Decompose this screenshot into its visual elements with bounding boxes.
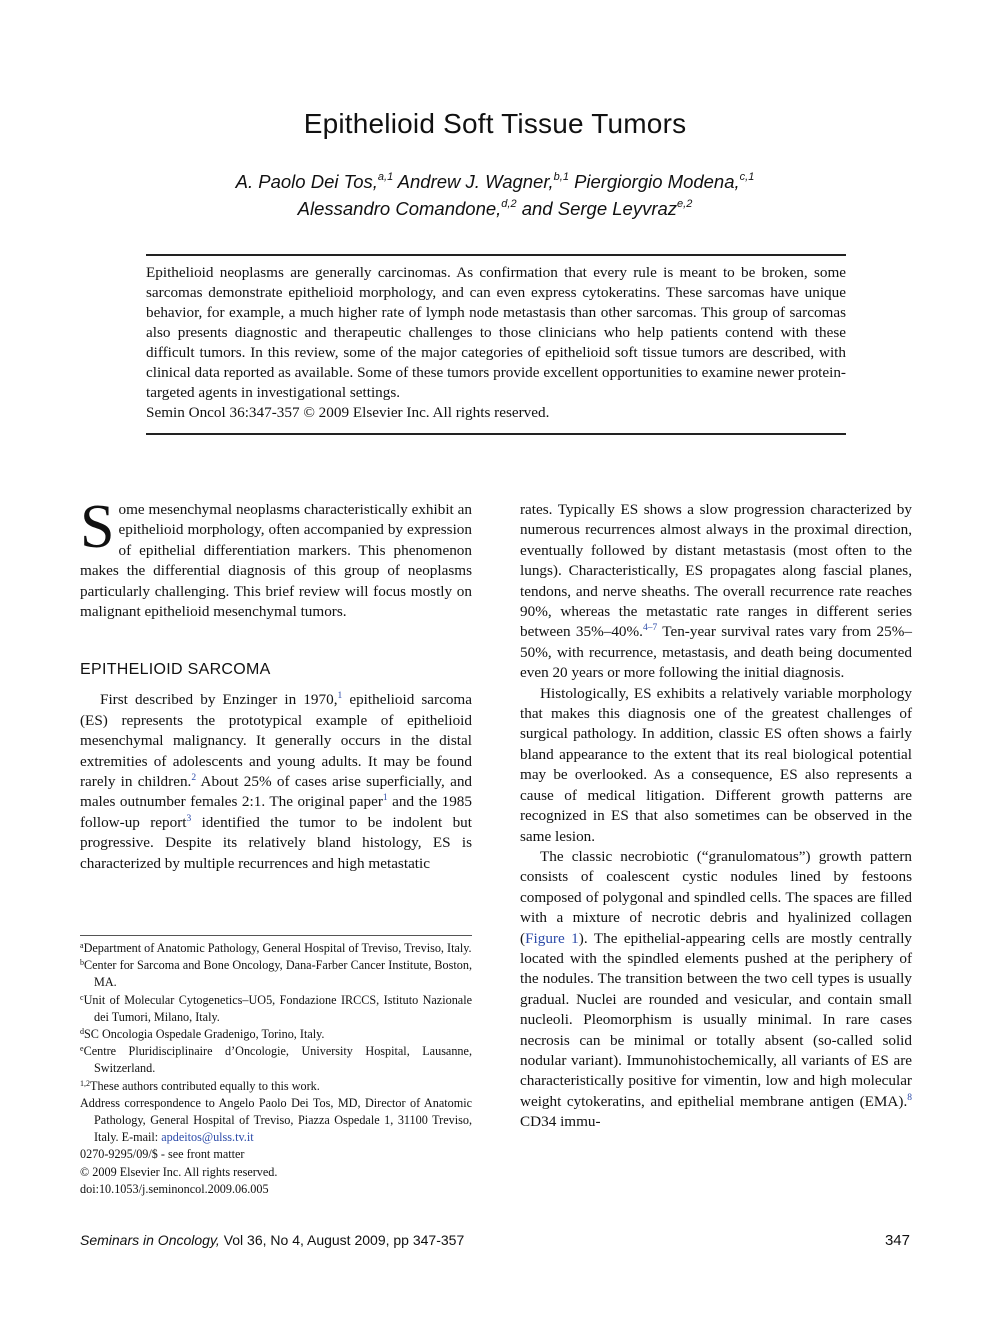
footnote-affiliation bbox=[80, 957, 472, 991]
footnote-text: Center for Sarcoma and Bone Oncology, Dana-Farber Cancer Institute, Boston, MA. bbox=[84, 958, 472, 990]
footnotes bbox=[80, 935, 472, 1198]
footnote-affiliation bbox=[80, 1043, 472, 1077]
footnote-affiliation bbox=[80, 1026, 472, 1043]
body-paragraph bbox=[520, 500, 912, 684]
footnote-mark: d bbox=[80, 1027, 84, 1037]
author-name: A. Paolo Dei Tos, bbox=[235, 171, 378, 192]
abstract bbox=[146, 254, 846, 435]
author-name: Andrew J. Wagner, bbox=[397, 171, 554, 192]
abstract-text: Epithelioid neoplasms are generally carcinomas. As confirmation that every rule is meant to be broken, some sarcomas demonstrate epithelioid morphology, and can even express cytokeratins. These sarcomas have unique behavior, for example, a much higher rate of lymph node metastasis than other sarcomas. This group of sarcomas also presents diagnostic and therapeutic challenges to those clinicians who help patients contend with these difficult tumors. In this review, some of the major categories of epithelioid soft tissue tumors are described, with clinical data reported as available. Some of these tumors provide excellent opportunities to examine newer protein-targeted agents in investigational settings. bbox=[146, 264, 846, 401]
left-column bbox=[80, 493, 473, 874]
page-number: 347 bbox=[884, 1232, 910, 1249]
text-run: Ten-year survival rates vary from 25%–50%, with recurrence, metastasis, and death being documented even 20 years or more following the initial diagnosis. bbox=[520, 623, 912, 682]
footnote-mark: 1,2 bbox=[80, 1078, 90, 1088]
author-line-2 bbox=[0, 195, 990, 222]
intro-text: ome mesenchymal neoplasms characteristically exhibit an epithelioid morphology, often accompanied by expression of epithelial differentiation markers. This phenomenon makes the differential diagnosis of this group of neoplasms particularly challenging. This brief review will focus mostly on malignant epithelioid mesenchymal tumors. bbox=[80, 501, 472, 621]
author-name: Piergiorgio Modena, bbox=[574, 171, 740, 192]
footnote-mark: e bbox=[80, 1044, 84, 1054]
footnote-correspondence bbox=[80, 1095, 472, 1147]
footnote-text: SC Oncologia Ospedale Gradenigo, Torino, Italy. bbox=[84, 1027, 325, 1042]
article-title: Epithelioid Soft Tissue Tumors bbox=[303, 108, 687, 139]
reference-link[interactable]: 8 bbox=[907, 1092, 912, 1103]
footnote-doi[interactable]: doi:10.1053/j.seminoncol.2009.06.005 bbox=[80, 1181, 269, 1196]
email-link[interactable]: apdeitos@ulss.tv.it bbox=[161, 1130, 254, 1145]
footnote-text: Unit of Molecular Cytogenetics–UO5, Fondazione IRCCS, Istituto Nazionale dei Tumori, Milano, Italy. bbox=[83, 992, 472, 1024]
body-paragraph: Histologically, ES exhibits a relatively variable morphology that makes this diagnosis one of the greatest challenges of surgical pathology. In addition, classic ES often shows a fairly bland appearance to the extent that its real biological potential may be overlooked. As a consequence, ES also represents a cause of medical litigation. Different growth patterns are recognized in ES that also sometimes can be observed in the same lesion. bbox=[520, 684, 912, 845]
text-run: identified the tumor to be indolent but progressive. Despite its relatively bland histology, ES is characterized by multiple recurrences and high metastatic bbox=[80, 813, 472, 872]
figure-link[interactable]: Figure 1 bbox=[525, 929, 579, 947]
text-run: rates. Typically ES shows a slow progression characterized by numerous recurrences almost always in the proximal direction, eventually followed by distant metastasis (most often to the lungs). Characteristically, ES propagates along fascial planes, tendons, and nerve sheaths. The overall recurrence rate reaches 90%, whereas the metastatic rate ranges in different series between 35%–40%. bbox=[520, 501, 912, 641]
affiliation-mark: a,1 bbox=[377, 171, 394, 183]
abstract-citation: Semin Oncol 36:347-357 © 2009 Elsevier Inc. All rights reserved. bbox=[146, 404, 550, 421]
author-name: Alessandro Comandone, bbox=[297, 198, 502, 219]
affiliation-mark: c,1 bbox=[739, 171, 755, 183]
text-run: The classic necrobiotic (“granulomatous”) growth pattern consists of coalescent cystic nodules lined by festoons composed of polygonal and spindled cells. The spaces are filled with a mixture of necrotic debris and hyalinized collagen ( bbox=[520, 847, 912, 947]
author-name: and Serge Leyvraz bbox=[521, 198, 678, 219]
journal-details: Vol 36, No 4, August 2009, pp 347-357 bbox=[219, 1232, 465, 1248]
body-paragraph bbox=[520, 847, 912, 1133]
author-line-1 bbox=[0, 168, 990, 195]
footnote-mark: b bbox=[80, 958, 84, 968]
text-run: First described by Enzinger in 1970, bbox=[100, 691, 338, 709]
text-run: About 25% of cases arise superficially, and males outnumber females 2:1. The original paper bbox=[80, 773, 473, 811]
footnote-text: Department of Anatomic Pathology, General Hospital of Treviso, Treviso, Italy. bbox=[83, 941, 472, 955]
right-column bbox=[520, 500, 912, 1133]
reference-link[interactable]: 1 bbox=[337, 691, 343, 702]
footnote-text: Centre Pluridisciplinaire d’Oncologie, University Hospital, Lausanne, Switzerland. bbox=[83, 1044, 472, 1076]
intro-paragraph bbox=[80, 493, 472, 622]
reference-link[interactable]: 4–7 bbox=[642, 623, 658, 634]
footnote-mark: a bbox=[80, 941, 84, 950]
body-paragraph bbox=[80, 690, 472, 874]
text-run: CD34 immu- bbox=[520, 1113, 601, 1131]
footnote-affiliation bbox=[80, 940, 472, 957]
affiliation-mark: e,2 bbox=[677, 198, 693, 210]
footnote-issn: 0270-9295/09/$ - see front matter bbox=[80, 1147, 245, 1162]
journal-name: Seminars in Oncology, bbox=[80, 1232, 220, 1248]
affiliation-mark: d,2 bbox=[501, 198, 517, 210]
drop-cap: S bbox=[80, 493, 115, 561]
page-footer bbox=[80, 1232, 910, 1248]
text-run: ). The epithelial-appearing cells are mostly centrally located with the spindled elements pushed at the periphery of the nodules. The transition between the two cell types is usually gradual. Nuclei are rounded and vesicular, and contain small nucleoli. Pleomorphism is usually minimal. In rare cases necrosis can be minimal or totally absent (so-called solid nodular variant). Immunohistochemically, all variants of ES are characteristically positive for vimentin, low and high molecular weight cytokeratins, and epithelial membrane antigen (EMA). bbox=[520, 929, 913, 1110]
footnote-text: Address correspondence to Angelo Paolo Dei Tos, MD, Director of Anatomic Pathology, General Hospital of Treviso, Piazza Ospedale 1, 31100 Treviso, Italy. E-mail: bbox=[80, 1095, 472, 1145]
reference-link[interactable]: 3 bbox=[186, 813, 192, 824]
section-heading: EPITHELIOID SARCOMA bbox=[80, 661, 271, 679]
reference-link[interactable]: 2 bbox=[191, 773, 197, 784]
footnote-text: These authors contributed equally to this work. bbox=[90, 1078, 320, 1093]
reference-link[interactable]: 1 bbox=[382, 793, 388, 804]
footnote-copyright: © 2009 Elsevier Inc. All rights reserved. bbox=[80, 1164, 278, 1179]
footnote-equal-contribution bbox=[80, 1078, 472, 1095]
affiliation-mark: b,1 bbox=[553, 171, 569, 183]
author-list bbox=[0, 168, 990, 222]
footnote-mark: c bbox=[80, 992, 84, 1002]
text-run: and the 1985 follow-up report bbox=[80, 793, 472, 831]
text-run: epithelioid sarcoma (ES) represents the prototypical example of epithelioid mesenchymal malignancy. It generally occurs in the distal extremities of adolescents and young adults. It may be found rarely in children. bbox=[80, 691, 472, 791]
footnote-affiliation bbox=[80, 992, 472, 1026]
